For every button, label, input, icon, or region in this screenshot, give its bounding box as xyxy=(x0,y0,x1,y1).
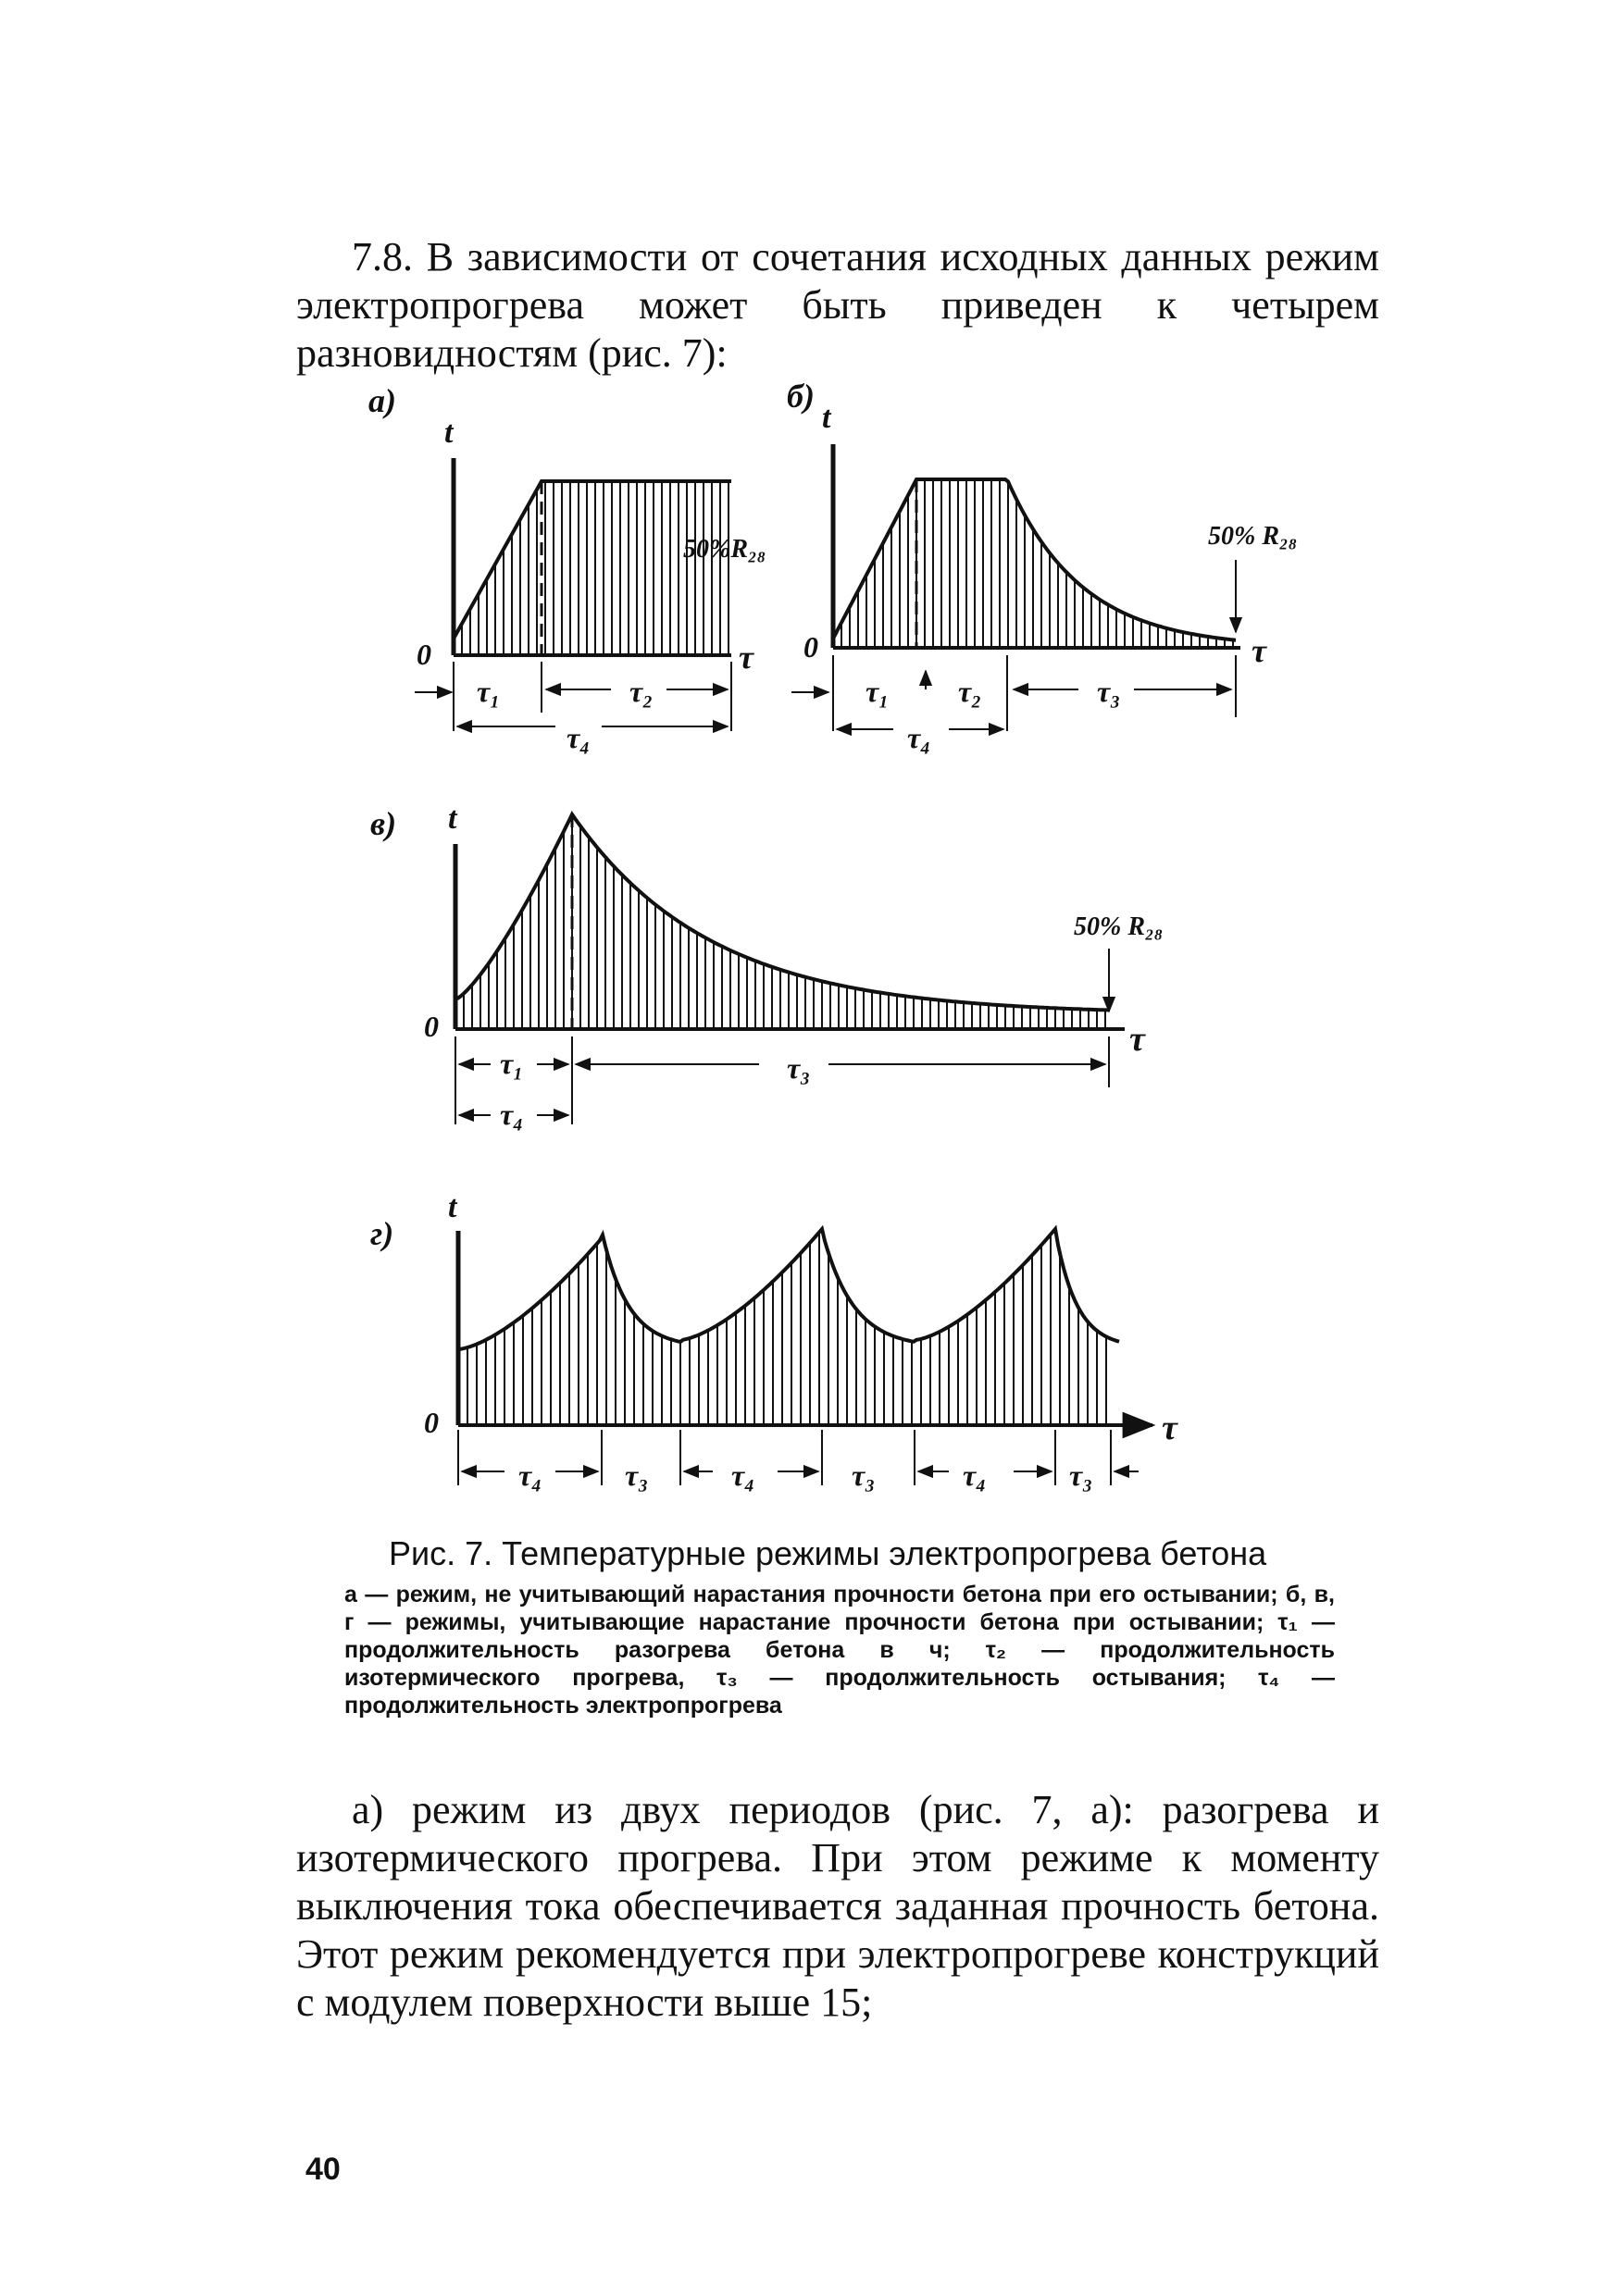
panel-b-tau1: τ₁ xyxy=(866,675,890,708)
panel-a-label: а) xyxy=(368,382,396,419)
panel-a xyxy=(368,382,766,754)
panel-g-label: г) xyxy=(370,1215,394,1252)
panel-b-tau4: τ₄ xyxy=(907,721,931,754)
panel-b-tau3: τ₃ xyxy=(1097,675,1121,708)
intro-paragraph: 7.8. В зависимости от сочетания исходных данных режим электропрогрева может быть приведен к четырем разновидностям (рис. 7): xyxy=(296,234,1379,376)
panel-g-tau3-1: τ₃ xyxy=(625,1458,649,1492)
panel-b-zero: 0 xyxy=(803,630,818,664)
panel-v-tau4: τ₄ xyxy=(500,1098,524,1131)
panel-a-tau4: τ₄ xyxy=(567,721,591,754)
page-number: 40 xyxy=(305,2152,341,2187)
figure-caption-legend: а — режим, не учитывающий нарастания прочности бетона при его остывании; б, в, г — режимы, учитывающие нарастание прочности бетона при остывании; τ₁ — продолжительность разогрева бетона в ч; τ₂ — продолжительность изотермического прогрева, τ₃ — продолжительность остывания; τ₄ — продолжительность электропрогрева xyxy=(344,1582,1335,1719)
panel-b-label: б) xyxy=(787,378,815,415)
panel-v-tau1: τ₁ xyxy=(500,1047,524,1080)
panel-b xyxy=(787,378,1298,754)
panel-v-t-axis: t xyxy=(448,801,457,836)
panel-g-tau3-3: τ₃ xyxy=(1069,1458,1093,1492)
panel-a-t-axis: t xyxy=(444,416,454,450)
panel-g xyxy=(370,1190,1178,1492)
panel-g-zero: 0 xyxy=(424,1406,439,1439)
panel-b-tau2: τ₂ xyxy=(958,675,982,708)
panel-v-label: в) xyxy=(370,805,397,842)
panel-g-t-axis: t xyxy=(448,1190,457,1224)
panel-v-note: 50% R₂₈ xyxy=(1074,912,1164,941)
panel-g-tau3-2: τ₃ xyxy=(852,1458,876,1492)
panel-v-tau3: τ₃ xyxy=(787,1051,811,1085)
panel-b-t-axis: t xyxy=(822,401,831,435)
panel-b-tau-axis: τ xyxy=(1252,632,1266,669)
panel-g-tau4-3: τ₄ xyxy=(963,1458,987,1492)
panel-a-note: 50%R₂₈ xyxy=(683,535,766,564)
panel-a-tau1: τ₁ xyxy=(477,675,501,708)
panel-a-tau-axis: τ xyxy=(739,639,753,676)
panel-g-tau4-2: τ₄ xyxy=(731,1458,755,1492)
body-paragraph: а) режим из двух периодов (рис. 7, а): разогрева и изотермического прогрева. При этом режиме к моменту выключения тока обеспечивается заданная прочность бетона. Этот режим рекомендуется при электропрогреве конструкций с модулем поверхности выше 15; xyxy=(296,1787,1379,2025)
panel-g-tau-axis: τ xyxy=(1162,1409,1177,1447)
panel-v-zero: 0 xyxy=(424,1010,439,1043)
panel-a-zero: 0 xyxy=(417,638,431,671)
panel-v xyxy=(370,801,1164,1131)
panel-b-note: 50% R₂₈ xyxy=(1208,522,1298,551)
panel-v-tau-axis: τ xyxy=(1129,1020,1145,1059)
figure-caption-title: Рис. 7. Температурные режимы электропрогрева бетона xyxy=(389,1534,1267,1572)
panel-g-tau4-1: τ₄ xyxy=(518,1458,542,1492)
panel-a-tau2: τ₂ xyxy=(629,675,654,708)
